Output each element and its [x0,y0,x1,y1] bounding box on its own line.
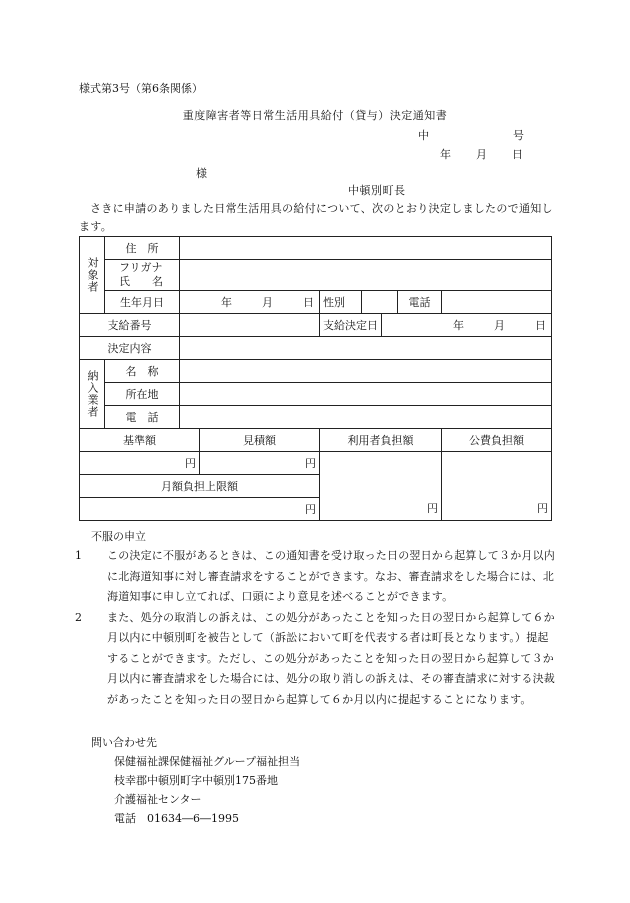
decision-content-field[interactable] [180,337,552,360]
user-burden-field[interactable]: 円 [320,452,442,521]
decision-date-label: 支給決定日 [320,314,382,337]
name-label: フリガナ 氏 名 [105,260,180,291]
estimate-amount-label: 見積額 [200,429,320,452]
vendor-group-label: 納入業者 [80,360,105,429]
public-burden-label: 公費負担額 [442,429,552,452]
issue-day: 日 [512,148,523,161]
birthdate-label: 生年月日 [105,291,180,314]
monthly-limit-label: 月額負担上限額 [80,475,320,498]
base-amount-label: 基準額 [80,429,200,452]
vendor-location-label: 所在地 [105,383,180,406]
issue-month: 月 [476,148,487,161]
contact-title: 問い合わせ先 [91,736,157,749]
decision-form-table [79,236,552,521]
contact-dept: 保健福祉課保健福祉グループ福祉担当 [114,755,301,768]
decision-content-label: 決定内容 [80,337,180,360]
appeal-item-1: 1 この決定に不服があるときは、この通知書を受け取った日の翌日から起算して３か月以内に北海道知事に対し審査請求をすることができます。なお、審査請求をした場合には、北海道知事に申し立てれば、口頭により意見を述べることができます。 [75,549,555,603]
document-title: 重度障害者等日常生活用具給付（貸与）決定通知書 [182,109,448,122]
contact-phone: 電話 01634―6―1995 [114,812,239,825]
issue-year: 年 [440,148,451,161]
supply-number-field[interactable] [180,314,320,337]
intro-text: さきに申請のありました日常生活用具の給付について、次のとおり決定しましたので通知します。 [79,202,553,233]
vendor-name-label: 名 称 [105,360,180,383]
sender: 中頓別町長 [348,184,406,197]
base-amount-field[interactable]: 円 [80,452,200,475]
vendor-phone-field[interactable] [180,406,552,429]
user-burden-label: 利用者負担額 [320,429,442,452]
vendor-location-field[interactable] [180,383,552,406]
appeal-item-2: 2 また、処分の取消しの訴えは、この処分があったことを知った日の翌日から起算して６か月以内に中頓別町を被告として（訴訟において町を代表する者は町長となります。）提起することができます。ただし、この処分があったことを知った日の翌日から起算して３か月以内に審査請求をした場合には、処分の取り消しの訴えは、その審査請求に対する決裁があったことを知った日の翌日から起算して６か月以内に提起することになります。 [75,610,555,706]
form-number: 様式第3号（第6条関係） [79,82,203,95]
vendor-name-field[interactable] [180,360,552,383]
decision-date-field[interactable]: 年 月 日 [382,314,552,337]
number-prefix: 中 [418,129,429,142]
contact-block [114,752,300,828]
supply-number-label: 支給番号 [80,314,180,337]
addressee-suffix: 様 [196,167,207,180]
address-field[interactable] [180,237,552,260]
contact-address: 枝幸郡中頓別町字中頓別175番地 [114,774,278,787]
vendor-phone-label: 電 話 [105,406,180,429]
number-suffix: 号 [513,129,524,142]
appeal-text [75,546,556,710]
birthdate-field[interactable]: 年 月 日 [180,291,320,314]
applicant-group-label: 対象者 [80,237,105,314]
contact-center: 介護福祉センター [114,793,202,806]
phone-label: 電話 [398,291,442,314]
appeal-title: 不服の申立 [91,530,146,543]
phone-field[interactable] [442,291,552,314]
monthly-limit-field[interactable]: 円 [80,498,320,521]
gender-field[interactable] [362,291,398,314]
public-burden-field[interactable]: 円 [442,452,552,521]
address-label: 住 所 [105,237,180,260]
gender-label: 性別 [320,291,362,314]
estimate-amount-field[interactable]: 円 [200,452,320,475]
name-field[interactable] [180,260,552,291]
